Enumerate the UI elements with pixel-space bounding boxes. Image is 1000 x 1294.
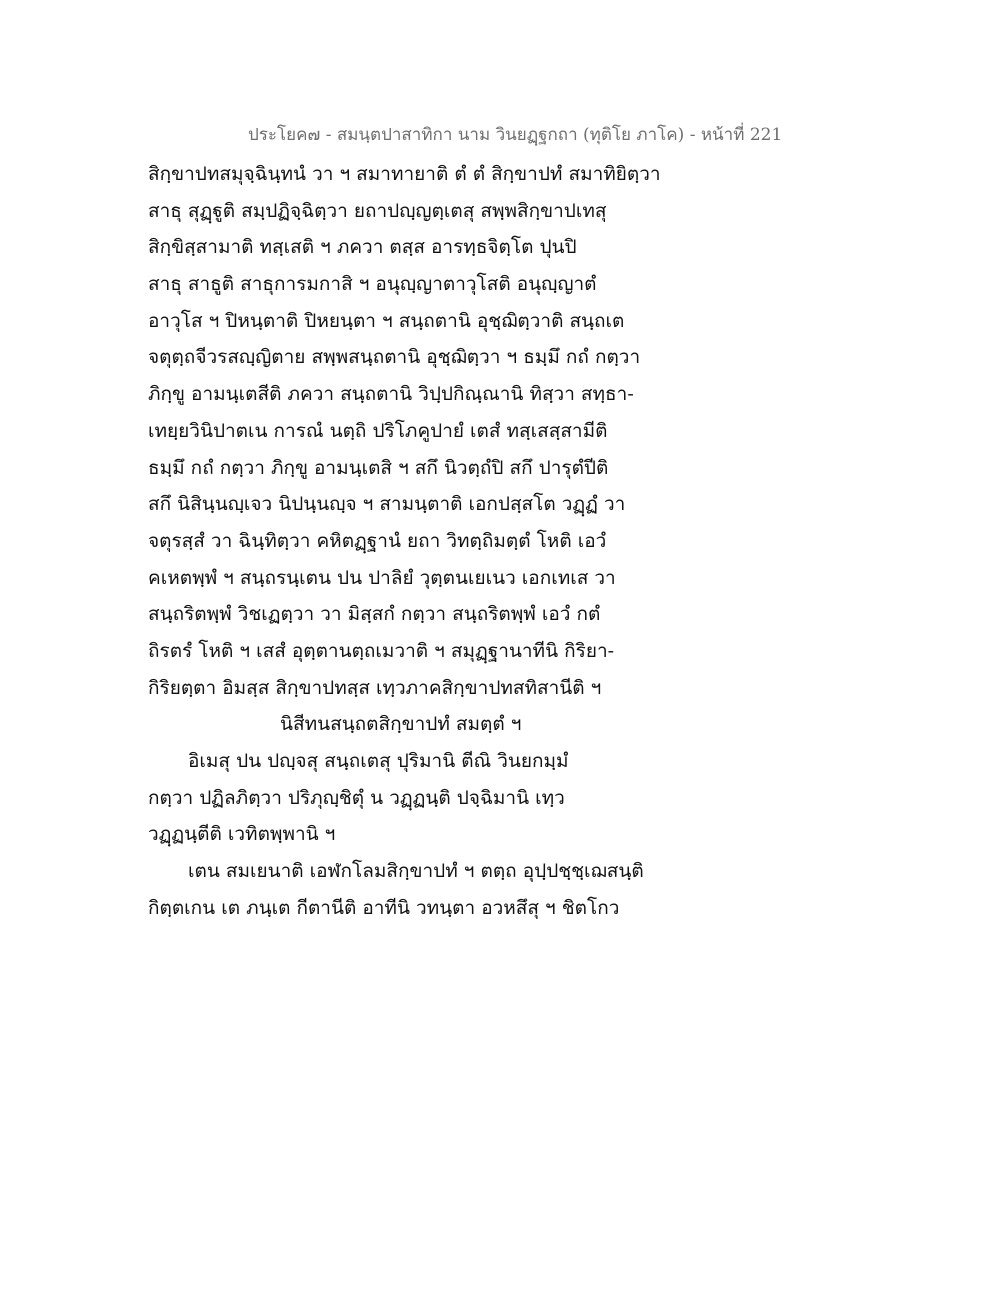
text-line: อาวุโส ฯ ปิหนฺตาติ ปิหยนฺตา ฯ สนฺถตานิ อุชฺฌิตฺวาติ สนฺถเต [148, 309, 625, 332]
text-line: สนฺถริตพฺพํ วิชเฏตฺวา วา มิสฺสกํ กตฺวา สนฺถริตพฺพํ เอวํ กตํ [148, 603, 601, 626]
running-header: ประโยค๗ - สมนฺตปาสาทิกา นาม วินยฏฺฐกถา (ทุติโย ภาโค) - หน้าที่ 221 [248, 125, 783, 145]
text-line: สิกฺขาปทสมุจฺฉินฺทนํ วา ฯ สมาทายาติ ตํ ตํ สิกฺขาปทํ สมาทิยิตฺวา [148, 163, 661, 185]
text-line: เทยฺยวินิปาตเน การณํ นตฺถิ ปริโภคูปายํ เตสํ ทสฺเสสฺสามีติ [148, 419, 608, 442]
text-line: คเหตพฺพํ ฯ สนฺถรนฺเตน ปน ปาลิยํ วุตฺตนเยเนว เอกเทเส วา [148, 566, 616, 589]
text-line: ถิรตรํ โหติ ฯ เสสํ อุตฺตานตฺถเมวาติ ฯ สมุฏฺฐานาทีนิ กิริยา- [148, 639, 615, 662]
text-line: สาธุ สุฏฺฐูติ สมฺปฏิจฺฉิตฺวา ยถาปญฺญตฺเตสุ สพฺพสิกฺขาปเทสุ [148, 199, 607, 222]
text-line: วฏฺฏนฺตีติ เวทิตพฺพานิ ฯ [148, 823, 336, 846]
text-line: สิกฺขิสฺสามาติ ทสฺเสติ ฯ ภควา ตสฺส อารทฺธจิตฺโต ปุนปิ [148, 236, 577, 259]
text-line: ธมฺมึ กถํ กตฺวา ภิกฺขู อามนฺเตสิ ฯ สกึ นิวตฺถํปิ สกึ ปารุตํปีติ [148, 456, 609, 479]
text-line: กตฺวา ปฏิลภิตฺวา ปริภุญฺชิตุํ น วฏฺฏนฺติ ปจฺฉิมานิ เทฺว [148, 786, 565, 809]
paragraph-first-line: อิเมสุ ปน ปญฺจสุ สนฺถเตสุ ปุริมานิ ตีณิ วินยกมฺมํ [188, 750, 569, 772]
paragraph-first-line: เตน สมเยนาติ เอฬกโลมสิกฺขาปทํ ฯ ตตฺถ อุปฺปชฺชฺเฌสนฺติ [188, 860, 644, 883]
section-end-heading: นิสีทนสนฺถตสิกฺขาปทํ สมตฺตํ ฯ [280, 713, 522, 736]
text-line: สาธุ สาธูติ สาธุการมกาสิ ฯ อนุญฺญาตาวุโสติ อนุญฺญาตํ [148, 273, 597, 296]
text-line: กิริยตฺตา อิมสฺส สิกฺขาปทสฺส เทฺวภาคสิกฺขาปทสทิสานีติ ฯ [148, 676, 602, 699]
text-line: จตุรสฺสํ วา ฉินฺทิตฺวา คหิตฏฺฐานํ ยถา วิทตฺถิมตฺตํ โหติ เอวํ [148, 529, 607, 552]
text-line: กิตฺตเกน เต ภนฺเต กีตานีติ อาทีนิ วทนฺตา อวหสึสุ ฯ ชิตโกว [148, 896, 620, 919]
text-line: จตุตฺถจีวรสญฺญิตาย สพฺพสนฺถตานิ อุชฺฌิตฺวา ฯ ธมฺมึ กถํ กตฺวา [148, 346, 641, 369]
text-line: ภิกฺขู อามนฺเตสีติ ภควา สนฺถตานิ วิปฺปกิณฺณานิ ทิสฺวา สทฺธา- [148, 383, 634, 406]
body-text [148, 156, 708, 926]
text-line: สกึ นิสินฺนญฺเจว นิปนฺนญฺจ ฯ สามนฺตาติ เอกปสฺสโต วฏฺฏํ วา [148, 493, 626, 516]
